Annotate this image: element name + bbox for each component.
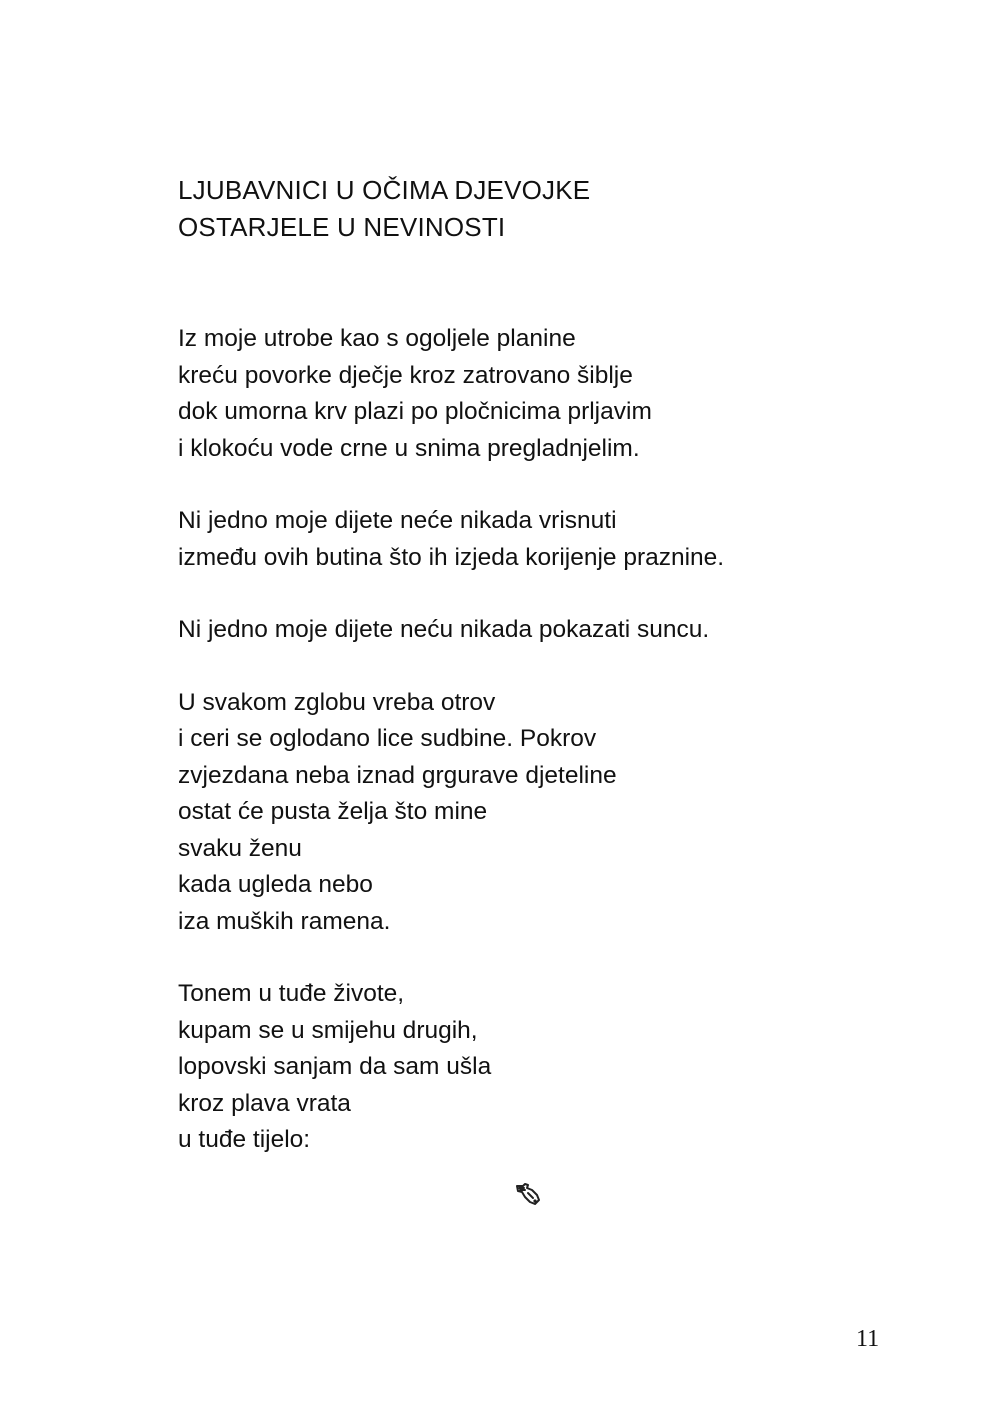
verse-line: Ni jedno moje dijete neće nikada vrisnuti bbox=[178, 507, 617, 534]
verse-line: i ceri se oglodano lice sudbine. Pokrov bbox=[178, 725, 597, 752]
verse-line: lopovski sanjam da sam ušla bbox=[178, 1053, 492, 1080]
verse-line: U svakom zglobu vreba otrov bbox=[178, 688, 496, 716]
verse-line: iza muških ramena. bbox=[178, 907, 391, 935]
stanza-5 bbox=[178, 976, 938, 1159]
verse-line: i klokoću vode crne u snima pregladnjelim. bbox=[178, 434, 640, 462]
verse-line: dok umorna krv plazi po pločnicima prljavim bbox=[178, 398, 652, 425]
verse-line: svaku ženu bbox=[178, 834, 302, 862]
verse-line: Iz moje utrobe kao s ogoljele planine bbox=[178, 325, 576, 352]
stanza-3 bbox=[178, 612, 938, 649]
page-number: 11 bbox=[856, 1326, 880, 1352]
verse-line: kreću povorke dječje kroz zatrovano šiblje bbox=[178, 361, 633, 389]
hand-pointing-icon bbox=[513, 1178, 543, 1208]
verse-line: između ovih butina što ih izjeda korijenje praznine. bbox=[178, 543, 725, 571]
title-line-2: OSTARJELE U NEVINOSTI bbox=[178, 212, 506, 242]
poem-body bbox=[178, 321, 938, 1195]
title-line-1: LJUBAVNICI U OČIMA DJEVOJKE bbox=[178, 175, 591, 205]
poem-title bbox=[178, 172, 878, 246]
verse-line: Ni jedno moje dijete neću nikada pokazati suncu. bbox=[178, 616, 710, 643]
verse-line: kupam se u smijehu drugih, bbox=[178, 1016, 478, 1044]
verse-line: ostat će pusta želja što mine bbox=[178, 798, 488, 825]
verse-line: kada ugleda nebo bbox=[178, 871, 373, 898]
stanza-2 bbox=[178, 503, 938, 576]
verse-line: u tuđe tijelo: bbox=[178, 1126, 311, 1153]
verse-line: kroz plava vrata bbox=[178, 1089, 351, 1117]
stanza-4 bbox=[178, 685, 938, 941]
verse-line: Tonem u tuđe živote, bbox=[178, 980, 405, 1007]
verse-line: zvjezdana neba iznad grgurave djeteline bbox=[178, 761, 617, 789]
stanza-1 bbox=[178, 321, 938, 467]
